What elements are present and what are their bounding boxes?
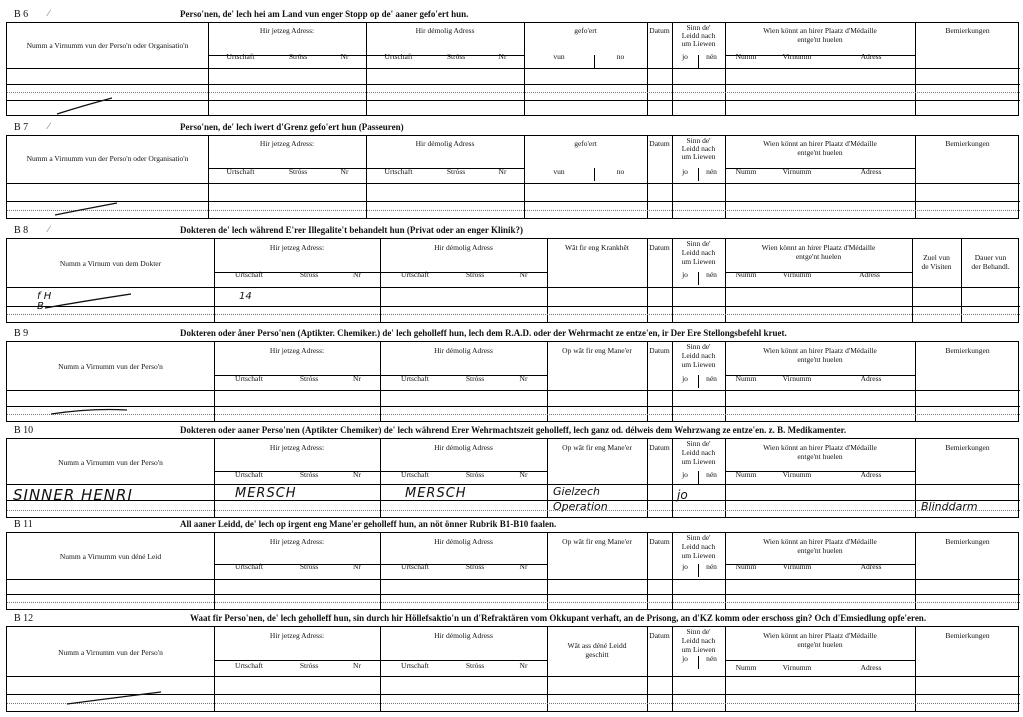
nr-label: Nr — [519, 562, 528, 571]
no-label: nén — [706, 470, 717, 479]
urtschaft-label: Urtschaft — [401, 661, 429, 670]
nr-label: Nr — [353, 470, 361, 479]
urtschaft-label: Urtschaft — [235, 661, 263, 670]
urtschaft-label: Urtschaft — [235, 270, 263, 279]
urtschaft-label: Urtschaft — [235, 562, 263, 571]
purpose-line2: Leidd nach — [681, 31, 716, 40]
nr-label: Nr — [519, 470, 528, 479]
handwritten-manner-line2: Operation — [553, 500, 608, 513]
name-label: Numm — [735, 52, 757, 61]
urtschaft-label: Urtschaft — [401, 562, 429, 571]
purpose-line2: Leidd nach — [681, 144, 716, 153]
name-label: Numm — [735, 470, 757, 479]
medal-line2: entge'nt huelen — [797, 35, 843, 44]
firstname-label: Virnumm — [782, 270, 812, 279]
section-title: Dokteren oder åner Perso'nen (Aptikter. Chemiker.) de' lech geholleff hun, lech dem R.A.D. oder der Wehrmacht ze entze'en, ir Der Ere Stellongsbefehl kruet. — [180, 328, 787, 338]
section-header — [6, 121, 1019, 136]
no-label: nén — [706, 654, 717, 663]
yes-label: jo — [682, 270, 688, 279]
purpose-line2: Leidd nach — [681, 448, 716, 457]
to-label: no — [616, 52, 625, 61]
yes-label: jo — [682, 167, 688, 176]
section-code: B 9 — [14, 328, 29, 339]
strike-line — [45, 292, 135, 312]
section-b11 — [6, 518, 1019, 610]
stross-label: Stróss — [288, 52, 308, 61]
medal-line1: Wien könnt an hirer Plaatz d'Médaille — [763, 537, 877, 546]
address-label: Adress — [860, 167, 882, 176]
current-address-header: Hir jetzeg Adress: — [269, 443, 325, 452]
firstname-label: Virnumm — [782, 374, 812, 383]
manner-header: Op wât fir eng Mane'er — [562, 346, 632, 355]
manner-header: Op wât fir eng Mane'er — [562, 443, 632, 452]
medal-line2: entge'nt huelen — [797, 546, 843, 555]
nr-label: Nr — [340, 167, 349, 176]
person-col-header: Numm a Virnumm vun der Perso'n oder Organisatio'n — [26, 41, 189, 50]
nr-label: Nr — [519, 374, 528, 383]
no-label: nén — [706, 562, 717, 571]
handwritten-previous-town: MERSCH — [405, 486, 467, 501]
purpose-line3: um Liewen — [681, 645, 716, 654]
stross-label: Stróss — [465, 374, 485, 383]
section-code: B 10 — [14, 425, 34, 436]
section-title: All aaner Leidd, de' lech op irgent eng Mane'er geholleff hun, an nöt önner Rubrik B1-B10 faalen. — [180, 519, 557, 529]
nr-label: Nr — [353, 270, 361, 279]
urtschaft-label: Urtschaft — [384, 167, 413, 176]
remarks-header: Bemierkungen — [945, 443, 990, 452]
section-code: B 11 — [14, 519, 33, 530]
date-header: Datum — [649, 631, 670, 640]
purpose-line2: Leidd nach — [681, 636, 716, 645]
stross-label: Stróss — [446, 167, 466, 176]
medal-line2: entge'nt huelen — [797, 640, 843, 649]
purpose-line3: um Liewen — [681, 551, 716, 560]
stross-label: Stróss — [299, 562, 319, 571]
stross-label: Stróss — [299, 270, 319, 279]
stross-label: Stróss — [465, 270, 485, 279]
nr-label: Nr — [498, 167, 507, 176]
date-header: Datum — [649, 243, 670, 252]
urtschaft-label: Urtschaft — [226, 52, 255, 61]
visits-line2: de Visiten — [921, 262, 952, 271]
driven-header: gefo'ert — [574, 26, 597, 35]
manner-header: Op wât fir eng Mane'er — [562, 537, 632, 546]
purpose-line1: Sinn de' — [686, 239, 711, 248]
handwritten-initials: f H — [37, 291, 52, 302]
urtschaft-label: Urtschaft — [226, 167, 255, 176]
handwritten-yes: jo — [677, 488, 688, 502]
section-code: B 7 — [14, 122, 29, 133]
section-header — [6, 8, 1019, 23]
firstname-label: Virnumm — [782, 470, 812, 479]
purpose-line3: um Liewen — [681, 360, 716, 369]
previous-address-header: Hir démolig Adress — [434, 443, 493, 452]
section-title: Dokteren de' lech während E'rer Illegalite't behandelt hun (Privat oder an enger Klinik?) — [180, 225, 524, 235]
strike-line — [67, 688, 167, 708]
purpose-line3: um Liewen — [681, 39, 716, 48]
section-b7 — [6, 121, 1019, 219]
nr-label: Nr — [340, 52, 349, 61]
address-label: Adress — [859, 270, 880, 279]
section-header — [6, 224, 1019, 239]
date-header: Datum — [649, 139, 670, 148]
current-address-header: Hir jetzeg Adress: — [259, 26, 315, 35]
person-col-header: Numm a Virnum vun dem Dokter — [59, 259, 162, 268]
medal-line1: Wien könnt an hirer Plaatz d'Médaille — [763, 26, 877, 35]
medal-line1: Wien könnt an hirer Plaatz d'Médaille — [763, 139, 877, 148]
yes-label: jo — [682, 562, 688, 571]
purpose-line2: Leidd nach — [681, 542, 716, 551]
urtschaft-label: Urtschaft — [235, 374, 263, 383]
handwritten-letter: B — [37, 301, 44, 312]
from-label: vun — [553, 167, 565, 176]
previous-address-header: Hir démolig Adress — [434, 537, 493, 546]
address-label: Adress — [860, 470, 882, 479]
section-title: Perso'nen, de' lech iwert d'Grenz gefo'ert hun (Passeuren) — [180, 122, 404, 132]
section-header — [6, 424, 1019, 439]
previous-address-header: Hir démolig Adress — [415, 139, 475, 148]
purpose-line1: Sinn de' — [686, 23, 711, 32]
no-label: nén — [706, 52, 717, 61]
previous-address-header: Hir démolig Adress — [415, 26, 475, 35]
firstname-label: Virnumm — [782, 562, 812, 571]
firstname-label: Virnumm — [782, 663, 812, 672]
nr-label: Nr — [519, 661, 528, 670]
no-label: nén — [706, 167, 717, 176]
urtschaft-label: Urtschaft — [401, 270, 429, 279]
illness-header: Wât fir eng Krankhêt — [565, 243, 629, 252]
duration-line1: Dauer vun — [974, 253, 1007, 262]
urtschaft-label: Urtschaft — [401, 374, 429, 383]
nr-label: Nr — [353, 562, 361, 571]
person-col-header: Numm a Virnumm vun der Perso'n — [58, 648, 163, 657]
address-label: Adress — [860, 52, 882, 61]
medal-line1: Wien könnt an hirer Plaatz d'Médaille — [763, 346, 877, 355]
from-label: vun — [553, 52, 565, 61]
medal-line1: Wien könnt an hirer Plaatz d'Médaille — [763, 631, 877, 640]
no-label: nén — [706, 270, 717, 279]
section-b6 — [6, 8, 1019, 116]
purpose-line3: um Liewen — [681, 152, 716, 161]
person-col-header: Numm a Virnumm vun der Perso'n oder Organisatio'n — [26, 154, 189, 163]
section-b9 — [6, 327, 1019, 422]
visits-line1: Zuel vun — [923, 253, 950, 262]
strike-line — [57, 98, 117, 118]
section-b10 — [6, 424, 1019, 518]
purpose-line2: Leidd nach — [681, 248, 716, 257]
previous-address-header: Hir démolig Adress — [434, 243, 493, 252]
stross-label: Stróss — [465, 562, 485, 571]
section-code: B 12 — [14, 613, 34, 624]
current-address-header: Hir jetzeg Adress: — [269, 537, 325, 546]
remarks-header: Bemierkungen — [945, 537, 990, 546]
section-title: Dokteren oder aaner Perso'nen (Aptikter Chemiker) de' lech während Erer Wehrmachtszeit geholleff, lech ganz od. délweis dem Wehrzwang ze entze'en. z. B. Medikamenter. — [180, 425, 847, 435]
handwritten-current-town: MERSCH — [235, 486, 297, 501]
firstname-label: Virnumm — [782, 167, 812, 176]
nr-label: Nr — [353, 374, 361, 383]
remarks-header: Bemierkungen — [945, 631, 990, 640]
person-col-header: Numm a Virnumm vun der Perso'n — [58, 458, 163, 467]
handwritten-remark: Blinddarm — [921, 500, 978, 513]
check-mark: ⁄ — [48, 224, 50, 234]
handwritten-number: 14 — [239, 291, 252, 302]
previous-address-header: Hir démolig Adress — [434, 631, 493, 640]
address-label: Adress — [860, 374, 882, 383]
no-label: nén — [706, 374, 717, 383]
medal-line2: entge'nt huelen — [797, 452, 843, 461]
section-title: Perso'nen, de' lech hei am Land vun enger Stopp op de' aaner gefo'ert hun. — [180, 9, 469, 19]
section-title: Waat fir Perso'nen, de' lech geholleff hun, sin durch hir Höllefsaktio'n un d'Refraktären vom Okkupant verhaft, an de Prisong, an d'KZ komm oder erschoss gin? Och d'Emsiedlung opfe'eren. — [190, 613, 927, 623]
medal-line2: entge'nt huelen — [797, 355, 843, 364]
nr-label: Nr — [353, 661, 361, 670]
purpose-line2: Leidd nach — [681, 351, 716, 360]
medal-line1: Wien könnt an hirer Plaatz d'Médaille — [761, 243, 876, 252]
duration-line2: der Behandl. — [971, 262, 1010, 271]
purpose-line1: Sinn de' — [686, 136, 711, 145]
purpose-line3: um Liewen — [681, 257, 716, 266]
current-address-header: Hir jetzeg Adress: — [269, 243, 325, 252]
yes-label: jo — [682, 470, 688, 479]
firstname-label: Virnumm — [782, 52, 812, 61]
section-header — [6, 327, 1019, 342]
medal-line2: entge'nt huelen — [795, 252, 842, 261]
remarks-header: Bemierkungen — [945, 346, 990, 355]
section-code: B 6 — [14, 9, 29, 20]
address-label: Adress — [860, 562, 882, 571]
section-b12 — [6, 612, 1019, 712]
name-label: Numm — [735, 167, 757, 176]
yes-label: jo — [682, 52, 688, 61]
stross-label: Stróss — [288, 167, 308, 176]
urtschaft-label: Urtschaft — [401, 470, 429, 479]
strike-line — [55, 201, 125, 221]
purpose-line1: Sinn de' — [686, 627, 711, 636]
previous-address-header: Hir démolig Adress — [434, 346, 493, 355]
remarks-header: Bemierkungen — [945, 26, 990, 35]
strike-line — [51, 406, 131, 422]
date-header: Datum — [649, 346, 670, 355]
handwritten-manner-line1: Gielzech — [553, 485, 600, 498]
person-col-header: Numm a Virnumm vun déné Leid — [59, 552, 162, 561]
stross-label: Stróss — [299, 661, 319, 670]
name-label: Numm — [735, 562, 757, 571]
date-header: Datum — [649, 537, 670, 546]
section-code: B 8 — [14, 225, 29, 236]
purpose-line1: Sinn de' — [686, 533, 711, 542]
nr-label: Nr — [498, 52, 507, 61]
to-label: no — [616, 167, 625, 176]
yes-label: jo — [682, 654, 688, 663]
date-header: Datum — [649, 443, 670, 452]
urtschaft-label: Urtschaft — [235, 470, 263, 479]
purpose-line1: Sinn de' — [686, 439, 711, 448]
remarks-header: Bemierkungen — [945, 139, 990, 148]
name-label: Numm — [735, 374, 757, 383]
current-address-header: Hir jetzeg Adress: — [259, 139, 315, 148]
handwritten-person-name: SINNER HENRI — [13, 486, 133, 504]
medal-line2: entge'nt huelen — [797, 148, 843, 157]
section-b8 — [6, 224, 1019, 323]
date-header: Datum — [649, 26, 670, 35]
yes-label: jo — [682, 374, 688, 383]
check-mark: ⁄ — [48, 8, 50, 18]
purpose-line1: Sinn de' — [686, 342, 711, 351]
check-mark: ⁄ — [48, 121, 50, 131]
section-header — [6, 518, 1019, 533]
stross-label: Stróss — [465, 661, 485, 670]
current-address-header: Hir jetzeg Adress: — [269, 346, 325, 355]
medal-line1: Wien könnt an hirer Plaatz d'Médaille — [763, 443, 877, 452]
current-address-header: Hir jetzeg Adress: — [269, 631, 325, 640]
name-label: Numm — [735, 270, 757, 279]
stross-label: Stróss — [299, 470, 319, 479]
what-happened-line1: Wât ass déné Leidd — [567, 641, 627, 650]
stross-label: Stróss — [299, 374, 319, 383]
what-happened-line2: geschitt — [585, 650, 609, 659]
name-label: Numm — [735, 663, 757, 672]
section-header — [6, 612, 1019, 627]
stross-label: Stróss — [446, 52, 466, 61]
address-label: Adress — [860, 663, 882, 672]
purpose-line3: um Liewen — [681, 457, 716, 466]
nr-label: Nr — [519, 270, 528, 279]
driven-header: gefo'ert — [574, 139, 597, 148]
urtschaft-label: Urtschaft — [384, 52, 413, 61]
person-col-header: Numm a Virnumm vun der Perso'n — [58, 362, 163, 371]
stross-label: Stróss — [465, 470, 485, 479]
